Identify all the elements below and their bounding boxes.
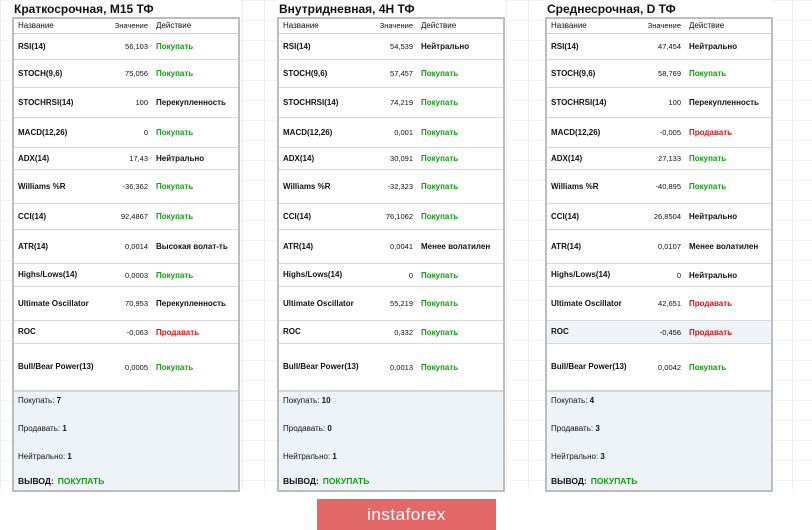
- buy-count-line: [18, 396, 61, 405]
- table-row: [14, 287, 238, 321]
- neutral-label: Нейтрально:: [551, 452, 601, 461]
- table-row: [547, 344, 771, 391]
- indicator-action: Нейтрально: [689, 42, 738, 51]
- indicator-action: Покупать: [156, 212, 194, 221]
- indicator-name: RSI(14): [283, 41, 311, 51]
- table-row: [279, 148, 503, 170]
- indicator-name: MACD(12,26): [551, 127, 601, 137]
- indicator-name: ATR(14): [283, 241, 314, 251]
- indicator-name: RSI(14): [18, 41, 46, 51]
- indicator-value: 26,8504: [653, 212, 681, 221]
- table-row: [14, 34, 238, 60]
- table-row: [14, 321, 238, 344]
- indicator-value: 27,133: [658, 154, 681, 163]
- header-action: Действие: [689, 21, 725, 30]
- indicator-value: 0: [143, 128, 148, 137]
- indicator-action: Покупать: [421, 128, 459, 137]
- indicator-value: 75,056: [125, 69, 148, 78]
- indicator-value: 76,1062: [385, 212, 413, 221]
- indicator-action: Продавать: [689, 299, 733, 308]
- header-action: Действие: [156, 21, 192, 30]
- indicator-action: Продавать: [689, 327, 733, 337]
- indicator-value: 30,091: [390, 154, 413, 163]
- indicator-name: Williams %R: [283, 181, 331, 191]
- table-row: [14, 60, 238, 88]
- indicator-name: STOCHRSI(14): [551, 97, 607, 107]
- header-action: Действие: [421, 21, 457, 30]
- verdict-value: ПОКУПАТЬ: [322, 476, 370, 486]
- sell-count: 3: [595, 424, 600, 433]
- indicator-value: -40,895: [655, 182, 681, 191]
- indicator-value: -32,323: [387, 182, 413, 191]
- header-name: Название: [283, 21, 319, 30]
- indicator-name: Ultimate Oscillator: [283, 298, 354, 308]
- indicator-action: Покупать: [156, 69, 194, 78]
- indicator-action: Менее волатилен: [689, 242, 759, 251]
- indicator-name: ADX(14): [18, 153, 50, 163]
- table-row: [547, 170, 771, 204]
- table-row: [279, 34, 503, 60]
- table-row: [279, 60, 503, 88]
- indicator-name: STOCH(9,6): [18, 68, 63, 78]
- indicator-value: -0,005: [659, 128, 681, 137]
- indicator-value: 0,0005: [125, 362, 148, 372]
- sell-count-line: [283, 424, 332, 433]
- sell-label: Продавать:: [18, 424, 63, 433]
- header-name: Название: [551, 21, 587, 30]
- indicator-value: 100: [135, 98, 148, 107]
- indicator-value: 57,457: [390, 69, 413, 78]
- indicator-action: Покупать: [421, 270, 459, 280]
- indicator-action: Покупать: [421, 98, 459, 107]
- neutral-label: Нейтрально:: [18, 452, 68, 461]
- table-row: [14, 118, 238, 148]
- indicator-panel: [277, 0, 505, 492]
- indicator-action: Нейтрально: [421, 42, 470, 51]
- indicator-action: Нейтрально: [689, 212, 738, 221]
- indicator-name: Williams %R: [551, 181, 599, 191]
- indicator-table: [277, 17, 505, 492]
- indicator-value: 42,651: [658, 299, 681, 308]
- indicator-action: Покупать: [689, 69, 727, 78]
- indicator-name: Ultimate Oscillator: [551, 298, 622, 308]
- indicator-name: STOCHRSI(14): [283, 97, 339, 107]
- indicator-name: Bull/Bear Power(13): [18, 362, 94, 371]
- table-row: [547, 118, 771, 148]
- indicator-action: Покупать: [421, 69, 459, 78]
- table-row: [14, 264, 238, 287]
- indicator-name: Highs/Lows(14): [551, 270, 611, 279]
- indicator-panel: [12, 0, 240, 492]
- verdict-label: ВЫВОД:: [283, 476, 319, 486]
- neutral-label: Нейтрально:: [283, 452, 333, 461]
- indicator-name: Bull/Bear Power(13): [283, 362, 359, 371]
- neutral-count-line: [18, 452, 72, 461]
- header-value: Значение: [379, 21, 413, 30]
- sell-count-line: [551, 424, 600, 433]
- header-name: Название: [18, 21, 54, 30]
- indicator-action: Продавать: [689, 128, 733, 137]
- indicator-name: ADX(14): [551, 153, 583, 163]
- instaforex-logo: instaforex: [317, 499, 496, 530]
- table-row: [279, 321, 503, 344]
- indicator-name: ATR(14): [551, 241, 582, 251]
- table-header: [279, 19, 503, 34]
- table-row: [279, 204, 503, 230]
- indicator-action: Покупать: [421, 154, 459, 163]
- indicator-value: 92,4867: [120, 212, 148, 221]
- indicator-action: Покупать: [156, 182, 194, 191]
- table-row: [14, 230, 238, 264]
- indicator-action: Покупать: [421, 182, 459, 191]
- indicator-action: Покупать: [421, 299, 459, 308]
- indicator-value: 0,0107: [658, 242, 681, 251]
- verdict-line: [18, 476, 104, 486]
- table-row: [279, 230, 503, 264]
- buy-count: 4: [589, 396, 595, 405]
- table-row: [14, 204, 238, 230]
- indicator-name: Williams %R: [18, 181, 66, 191]
- indicator-action: Покупать: [421, 362, 459, 372]
- sell-label: Продавать:: [551, 424, 596, 433]
- neutral-count: 1: [67, 452, 72, 461]
- table-row: [14, 170, 238, 204]
- buy-count: 10: [321, 396, 331, 405]
- indicator-name: Highs/Lows(14): [18, 270, 78, 279]
- sell-count: 0: [327, 424, 332, 433]
- header-value: Значение: [647, 21, 681, 30]
- sell-count: 1: [62, 424, 67, 433]
- indicator-value: 17,43: [129, 154, 148, 163]
- indicator-action: Покупать: [156, 42, 194, 51]
- indicator-value: 0,0003: [125, 270, 148, 280]
- table-row: [279, 344, 503, 391]
- buy-label: Покупать:: [18, 396, 57, 405]
- indicator-value: 0: [408, 270, 413, 280]
- summary-block: [14, 391, 238, 490]
- indicator-action: Нейтрально: [156, 154, 205, 163]
- table-row: [14, 344, 238, 391]
- verdict-label: ВЫВОД:: [551, 476, 587, 486]
- indicator-table: [12, 17, 240, 492]
- indicator-action: Покупать: [689, 362, 727, 372]
- indicator-name: STOCH(9,6): [283, 68, 328, 78]
- indicator-value: -36,362: [122, 182, 148, 191]
- sell-count-line: [18, 424, 67, 433]
- table-row: [547, 148, 771, 170]
- table-row: [547, 88, 771, 118]
- indicator-action: Покупать: [156, 270, 194, 280]
- table-row: [547, 287, 771, 321]
- buy-label: Покупать:: [283, 396, 322, 405]
- summary-block: [279, 391, 503, 490]
- indicator-name: Highs/Lows(14): [283, 270, 343, 279]
- indicator-action: Высокая волат-ть: [156, 242, 228, 251]
- buy-count-line: [551, 396, 594, 405]
- indicator-value: 74,219: [390, 98, 413, 107]
- indicator-name: CCI(14): [283, 211, 312, 221]
- indicator-panel: [545, 0, 773, 492]
- verdict-line: [283, 476, 369, 486]
- buy-count: 7: [56, 396, 62, 405]
- indicator-value: 54,539: [390, 42, 413, 51]
- indicator-value: 0: [676, 270, 681, 280]
- indicator-name: STOCHRSI(14): [18, 97, 74, 107]
- indicator-action: Перекупленность: [156, 98, 226, 107]
- panel-title: Краткосрочная, M15 ТФ: [14, 2, 154, 16]
- indicator-name: CCI(14): [551, 211, 580, 221]
- panel-title: Внутридневная, 4H ТФ: [279, 2, 415, 16]
- sell-label: Продавать:: [283, 424, 328, 433]
- indicator-name: CCI(14): [18, 211, 47, 221]
- indicator-action: Покупать: [689, 182, 727, 191]
- neutral-count-line: [283, 452, 337, 461]
- neutral-count: 3: [600, 452, 605, 461]
- indicator-value: 70,953: [125, 299, 148, 308]
- indicator-name: Ultimate Oscillator: [18, 298, 89, 308]
- table-row: [279, 170, 503, 204]
- buy-count-line: [283, 396, 331, 405]
- header-value: Значение: [114, 21, 148, 30]
- indicator-action: Менее волатилен: [421, 242, 491, 251]
- table-row: [14, 88, 238, 118]
- table-row: [547, 321, 771, 344]
- indicator-action: Покупать: [689, 154, 727, 163]
- indicator-name: MACD(12,26): [283, 127, 333, 137]
- indicator-value: 55,219: [390, 299, 413, 308]
- table-row: [547, 230, 771, 264]
- indicator-action: Покупать: [156, 128, 194, 137]
- indicator-action: Покупать: [421, 212, 459, 221]
- verdict-value: ПОКУПАТЬ: [57, 476, 105, 486]
- indicator-name: ATR(14): [18, 241, 49, 251]
- verdict-label: ВЫВОД:: [18, 476, 54, 486]
- indicator-name: MACD(12,26): [18, 127, 68, 137]
- indicator-value: -0,063: [126, 327, 148, 337]
- indicator-name: ADX(14): [283, 153, 315, 163]
- table-row: [279, 118, 503, 148]
- indicator-name: ROC: [18, 327, 36, 336]
- summary-block: [547, 391, 771, 490]
- indicator-action: Перекупленность: [156, 299, 226, 308]
- buy-label: Покупать:: [551, 396, 590, 405]
- indicator-name: Bull/Bear Power(13): [551, 362, 627, 371]
- indicator-action: Продавать: [156, 327, 200, 337]
- indicator-name: STOCH(9,6): [551, 68, 596, 78]
- table-row: [547, 34, 771, 60]
- verdict-value: ПОКУПАТЬ: [590, 476, 638, 486]
- indicator-value: 0,001: [394, 128, 413, 137]
- table-row: [279, 287, 503, 321]
- indicator-table: [545, 17, 773, 492]
- indicator-value: 0,0013: [390, 362, 413, 372]
- table-header: [547, 19, 771, 34]
- indicator-name: RSI(14): [551, 41, 579, 51]
- indicator-value: 0,0041: [390, 242, 413, 251]
- table-row: [547, 264, 771, 287]
- indicator-value: 0,332: [394, 327, 413, 337]
- indicator-value: -0,456: [659, 327, 681, 337]
- table-row: [279, 88, 503, 118]
- neutral-count-line: [551, 452, 605, 461]
- table-row: [14, 148, 238, 170]
- table-header: [14, 19, 238, 34]
- neutral-count: 1: [332, 452, 337, 461]
- indicator-value: 0,0042: [658, 362, 681, 372]
- table-row: [547, 204, 771, 230]
- indicator-name: ROC: [283, 327, 301, 336]
- indicator-action: Перекупленность: [689, 98, 759, 107]
- indicator-value: 100: [668, 98, 681, 107]
- verdict-line: [551, 476, 637, 486]
- table-row: [547, 60, 771, 88]
- indicator-name: ROC: [551, 327, 569, 336]
- panel-title: Среднесрочная, D ТФ: [547, 2, 676, 16]
- indicator-value: 0,0014: [125, 242, 148, 251]
- indicator-action: Нейтрально: [689, 270, 738, 280]
- indicator-action: Покупать: [421, 327, 459, 337]
- table-row: [279, 264, 503, 287]
- indicator-value: 56,103: [125, 42, 148, 51]
- indicator-value: 58,769: [658, 69, 681, 78]
- indicator-action: Покупать: [156, 362, 194, 372]
- indicator-value: 47,454: [658, 42, 681, 51]
